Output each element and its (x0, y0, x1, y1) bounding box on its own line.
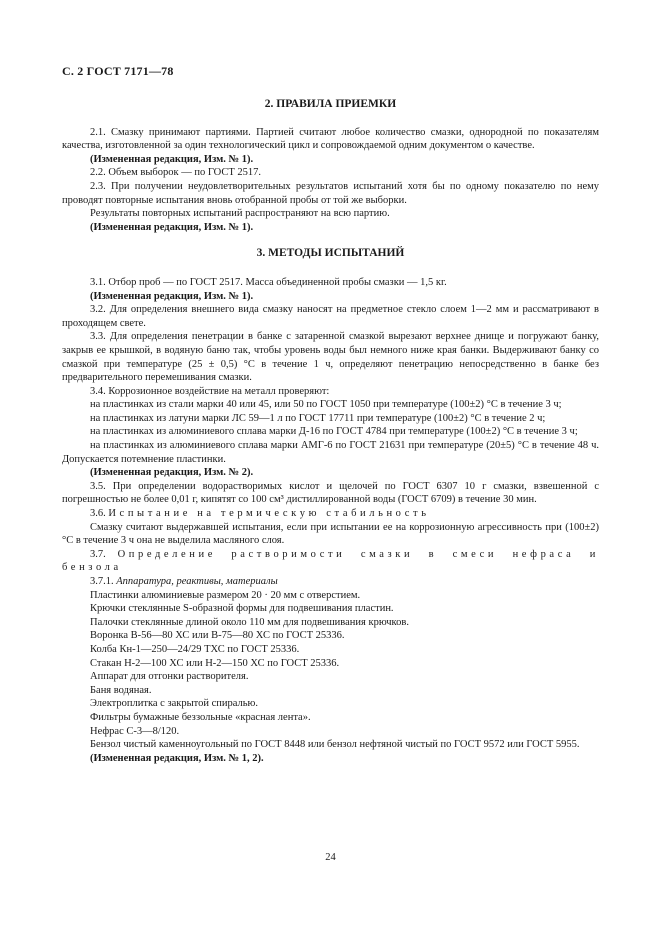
list-item: Аппарат для отгонки растворителя. (90, 671, 249, 683)
list-item: Нефрас С-3—8/120. (90, 725, 180, 737)
paragraph-3-4-brass: на пластинках из латуни марки ЛС 59—1 л по ГОСТ 17711 при температуре (100±2) °С в течение 2 ч; (90, 412, 546, 424)
paragraph-3-4-amg6: на пластинках из алюминиевого сплава марки АМГ-6 по ГОСТ 21631 при температуре (20±5) °С в течение 48 ч. Допускается потемнение пластинки. (62, 440, 599, 465)
edition-note: (Измененная редакция, Изм. № 1, 2). (90, 752, 264, 764)
list-item: Палочки стеклянные длиной около 110 мм для подвешивания крючков. (90, 616, 409, 628)
paragraph-3-4-d16: на пластинках из алюминиевого сплава марки Д-16 по ГОСТ 4784 при температуре (100±2) °С в течение 3 ч; (90, 426, 578, 438)
list-item-benzol: Бензол чистый каменноугольный по ГОСТ 8448 или бензол нефтяной чистый по ГОСТ 9572 или ГОСТ 5955. (90, 739, 580, 751)
clause-number: 3.7. (90, 548, 118, 560)
list-item: Воронка В-56—80 ХС или В-75—80 ХС по ГОСТ 25336. (90, 630, 345, 642)
list-item: Электроплитка с закрытой спиралью. (90, 698, 259, 710)
paragraph-3-3: 3.3. Для определения пенетрации в банке с затаренной смазкой вырезают верхнее днище и погружают банку, закрыв ее крышкой, в водяную баню так, чтобы уровень воды был немного ниже края банки. Выдерживают банку со смазкой при температуре (25 ± 0,5) °С в течение 1 ч, определяют пенетрацию непосредственно в банке без предварительного перемешивания смазки. (62, 331, 599, 384)
paragraph-3-2: 3.2. Для определения внешнего вида смазку наносят на предметное стекло слоем 1—2 мм и рассматривают в проходящем свете. (62, 304, 599, 329)
page-header: С. 2 ГОСТ 7171—78 (62, 64, 174, 78)
clause-number: 3.7.1. (90, 576, 117, 587)
clause-title: Аппаратура, реактивы, материалы (116, 576, 278, 587)
paragraph-2-3-results: Результаты повторных испытаний распространяют на всю партию. (90, 208, 390, 220)
paragraph-3-1: 3.1. Отбор проб — по ГОСТ 2517. Масса объединенной пробы смазки — 1,5 кг. (90, 276, 447, 288)
section-2-title: 2. ПРАВИЛА ПРИЕМКИ (264, 98, 397, 110)
list-item: Пластинки алюминиевые размером 20 · 20 мм с отверстием. (90, 589, 361, 601)
paragraph-3-7-heading (62, 548, 599, 575)
paragraph-3-4-steel: на пластинках из стали марки 40 или 45, или 50 по ГОСТ 1050 при температуре (100±2) °С в течение 3 ч; (90, 399, 562, 411)
paragraph-2-1: 2.1. Смазку принимают партиями. Партией считают любое количество смазки, однородной по показателям качества, изготовленной за один технологический цикл и сопровождаемой одним документом о качестве. (62, 126, 599, 152)
paragraph-3-4: 3.4. Коррозионное воздействие на металл проверяют: (90, 385, 330, 397)
list-item: Фильтры бумажные беззольные «красная лента». (90, 711, 311, 723)
edition-note: (Измененная редакция, Изм. № 1). (90, 153, 254, 165)
clause-number: 3.6. (90, 508, 109, 520)
paragraph-3-6-heading (62, 507, 599, 521)
list-item: Баня водяная. (90, 684, 152, 696)
clause-title: Определение растворимости смазки в смеси нефраса и бензола (62, 548, 599, 574)
paragraph-2-2: 2.2. Объем выборок — по ГОСТ 2517. (90, 167, 262, 179)
list-item: Крючки стеклянные S-образной формы для подвешивания пластин. (90, 603, 394, 615)
paragraph-3-6: Смазку считают выдержавшей испытания, если при испытании ее на коррозионную агрессивность при (100±2) °С в течение 3 ч она не выделила масляного слоя. (62, 521, 599, 547)
paragraph-2-3: 2.3. При получении неудовлетворительных результатов испытаний хотя бы по одному показателю по нему проводят повторные испытания вновь отобранной пробы от той же выборки. (62, 180, 599, 206)
edition-note: (Измененная редакция, Изм. № 1). (90, 221, 254, 233)
paragraph-3-7-1-heading (62, 575, 599, 589)
list-item: Стакан Н-2—100 ХС или Н-2—150 ХС по ГОСТ 25336. (90, 657, 340, 669)
paragraph-3-5: 3.5. При определении водорастворимых кислот и щелочей по ГОСТ 6307 10 г смазки, взвешенной с погрешностью не более 0,01 г, кипятят со 100 см³ дистиллированной воды (ГОСТ 6709) в течение 30 мин. (62, 480, 599, 506)
list-item: Колба Кн-1—250—24/29 ТХС по ГОСТ 25336. (90, 643, 300, 655)
section-3-title: 3. МЕТОДЫ ИСПЫТАНИЙ (256, 247, 405, 260)
page-content (62, 92, 599, 765)
clause-title: Испытание на термическую стабильность (108, 508, 430, 520)
edition-note: (Измененная редакция, Изм. № 1). (90, 290, 254, 302)
page-number: 24 (325, 852, 336, 863)
edition-note: (Измененная редакция, Изм. № 2). (90, 467, 254, 479)
